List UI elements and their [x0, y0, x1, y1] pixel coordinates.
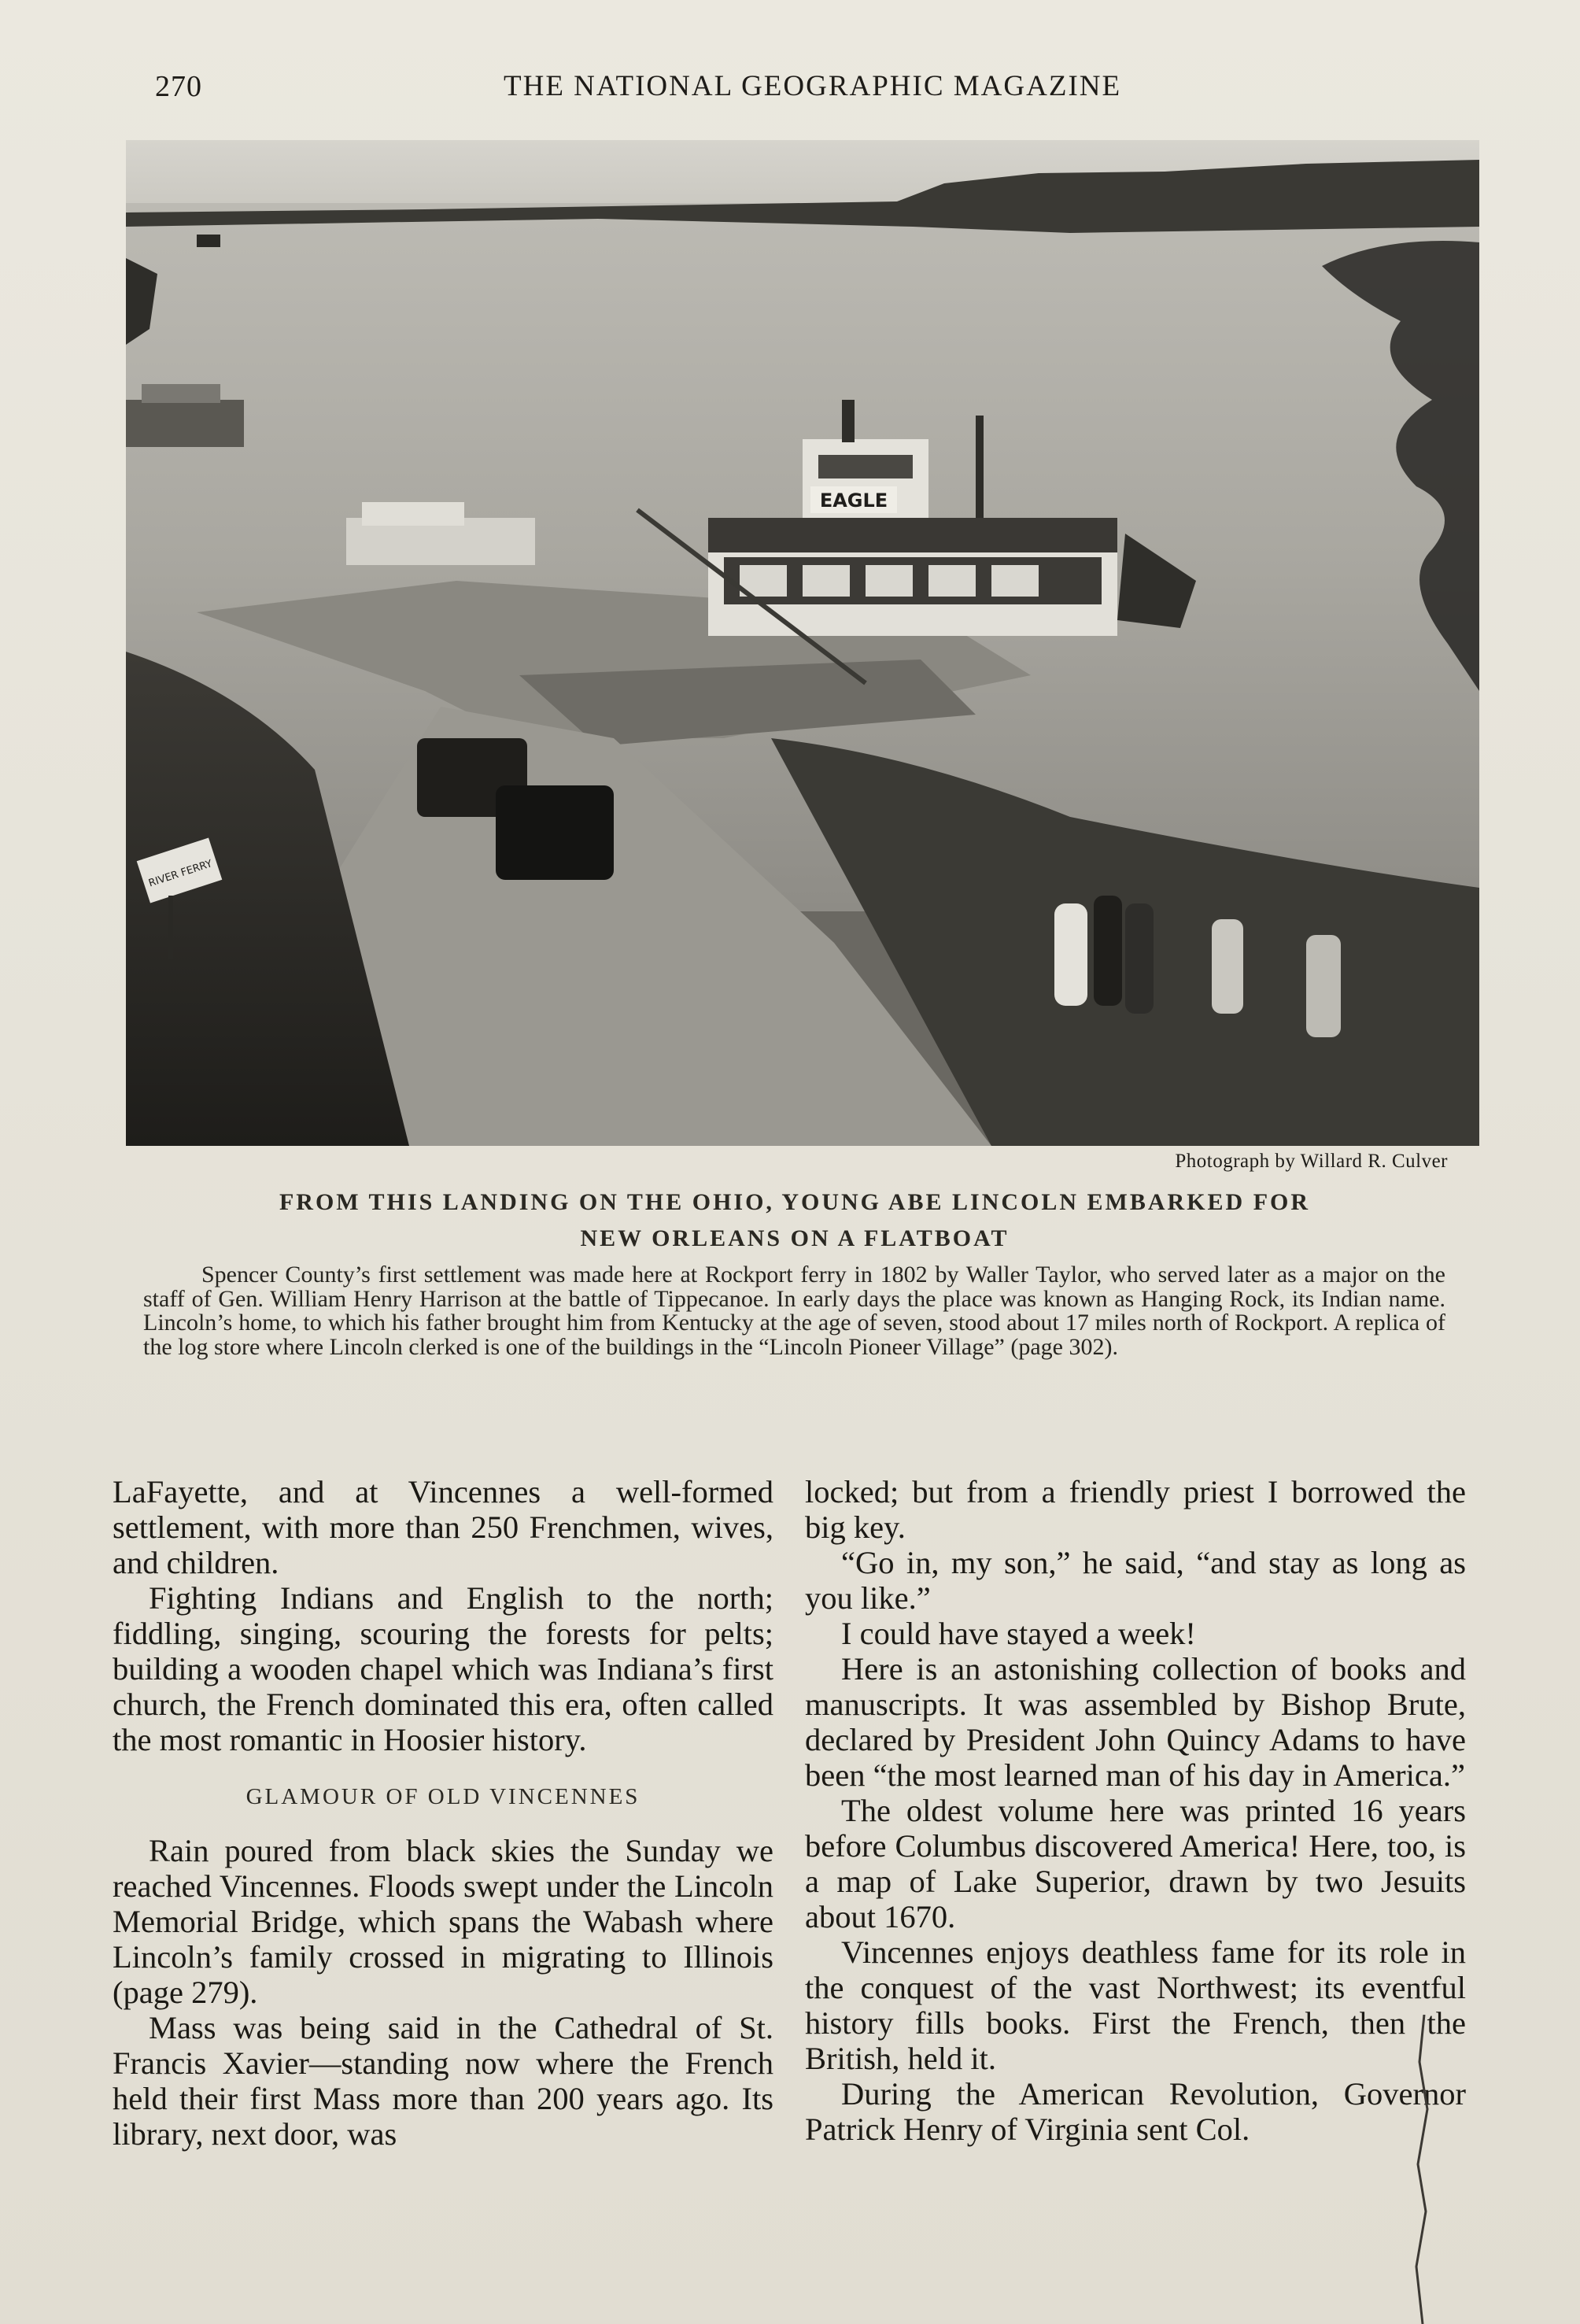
paper-tear: [1408, 2015, 1440, 2324]
distant-buoy: [197, 235, 220, 247]
section-subhead: GLAMOUR OF OLD VINCENNES: [245, 1784, 640, 1809]
caption-title-line-1: FROM THIS LANDING ON THE OHIO, YOUNG ABE LINCOLN EMBARKED FOR: [279, 1189, 1311, 1215]
paragraph: Fighting Indians and English to the north; fiddling, singing, scouring the forests for pelts; building a wooden chapel which was Indiana’s first church, the French dominated this era, often called the most romantic in Hoosier history.: [113, 1580, 773, 1757]
caption-body: Spencer County’s first settlement was made here at Rockport ferry in 1802 by Waller Taylor, who served later as a major on the staff of Gen. William Henry Harrison at the battle of Tippecanoe. In early days the place was known as Hanging Rock, its Indian name. Lincoln’s home, to which his father brought him from Kentucky at the age of seven, stood about 17 miles north of Rockport. A replica of the log store where Lincoln clerked is one of the buildings in the “Lincoln Pioneer Village” (page 302).: [143, 1262, 1445, 1360]
right-column: [805, 1474, 1466, 2147]
paragraph: Vincennes enjoys deathless fame for its role in the conquest of the vast Northwest; its eventful history fills books. First the French, then the British, held it.: [805, 1934, 1466, 2076]
paragraph: I could have stayed a week!: [841, 1616, 1196, 1651]
small-boat: [362, 502, 464, 526]
sign-text: RIVER FERRY: [147, 858, 214, 890]
caption-title: [189, 1184, 1401, 1257]
paragraph: The oldest volume here was printed 16 years before Columbus discovered America! Here, too, is a map of Lake Superior, drawn by two Jesuits about 1670.: [805, 1793, 1466, 1934]
boat-name: EAGLE: [819, 490, 888, 512]
smokestack: [842, 400, 855, 442]
paragraph: LaFayette, and at Vincennes a well-formed settlement, with more than 250 Frenchmen, wives, and children.: [113, 1474, 773, 1580]
left-barge: [126, 400, 244, 447]
mast: [976, 416, 984, 518]
paragraph: Rain poured from black skies the Sunday we reached Vincennes. Floods swept under the Lincoln Memorial Bridge, which spans the Wabash where Lincoln’s family crossed in migrating to Illinois (page 279).: [113, 1833, 773, 2010]
car-2: [496, 785, 614, 880]
left-column: [113, 1474, 773, 2152]
paragraph: During the American Revolution, Governor Patrick Henry of Virginia sent Col.: [805, 2076, 1466, 2147]
ferry-landing-photograph: [126, 140, 1479, 1146]
paragraph: Mass was being said in the Cathedral of St. Francis Xavier—standing now where the French held their first Mass more than 200 years ago. Its library, next door, was: [113, 2010, 773, 2152]
caption-title-line-2: NEW ORLEANS ON A FLATBOAT: [580, 1225, 1010, 1251]
paragraph: locked; but from a friendly priest I borrowed the big key.: [805, 1474, 1466, 1545]
photo-credit: Photograph by Willard R. Culver: [1175, 1151, 1448, 1172]
paragraph: Here is an astonishing collection of books and manuscripts. It was assembled by Bishop Brute, declared by President John Quincy Adams to have been “the most learned man of his day in America.”: [805, 1651, 1466, 1793]
sternwheeler-roof: [708, 518, 1117, 552]
paragraph: “Go in, my son,” he said, “and stay as long as you like.”: [805, 1545, 1466, 1616]
running-head: THE NATIONAL GEOGRAPHIC MAGAZINE: [504, 70, 1122, 102]
page-number: 270: [155, 70, 202, 103]
